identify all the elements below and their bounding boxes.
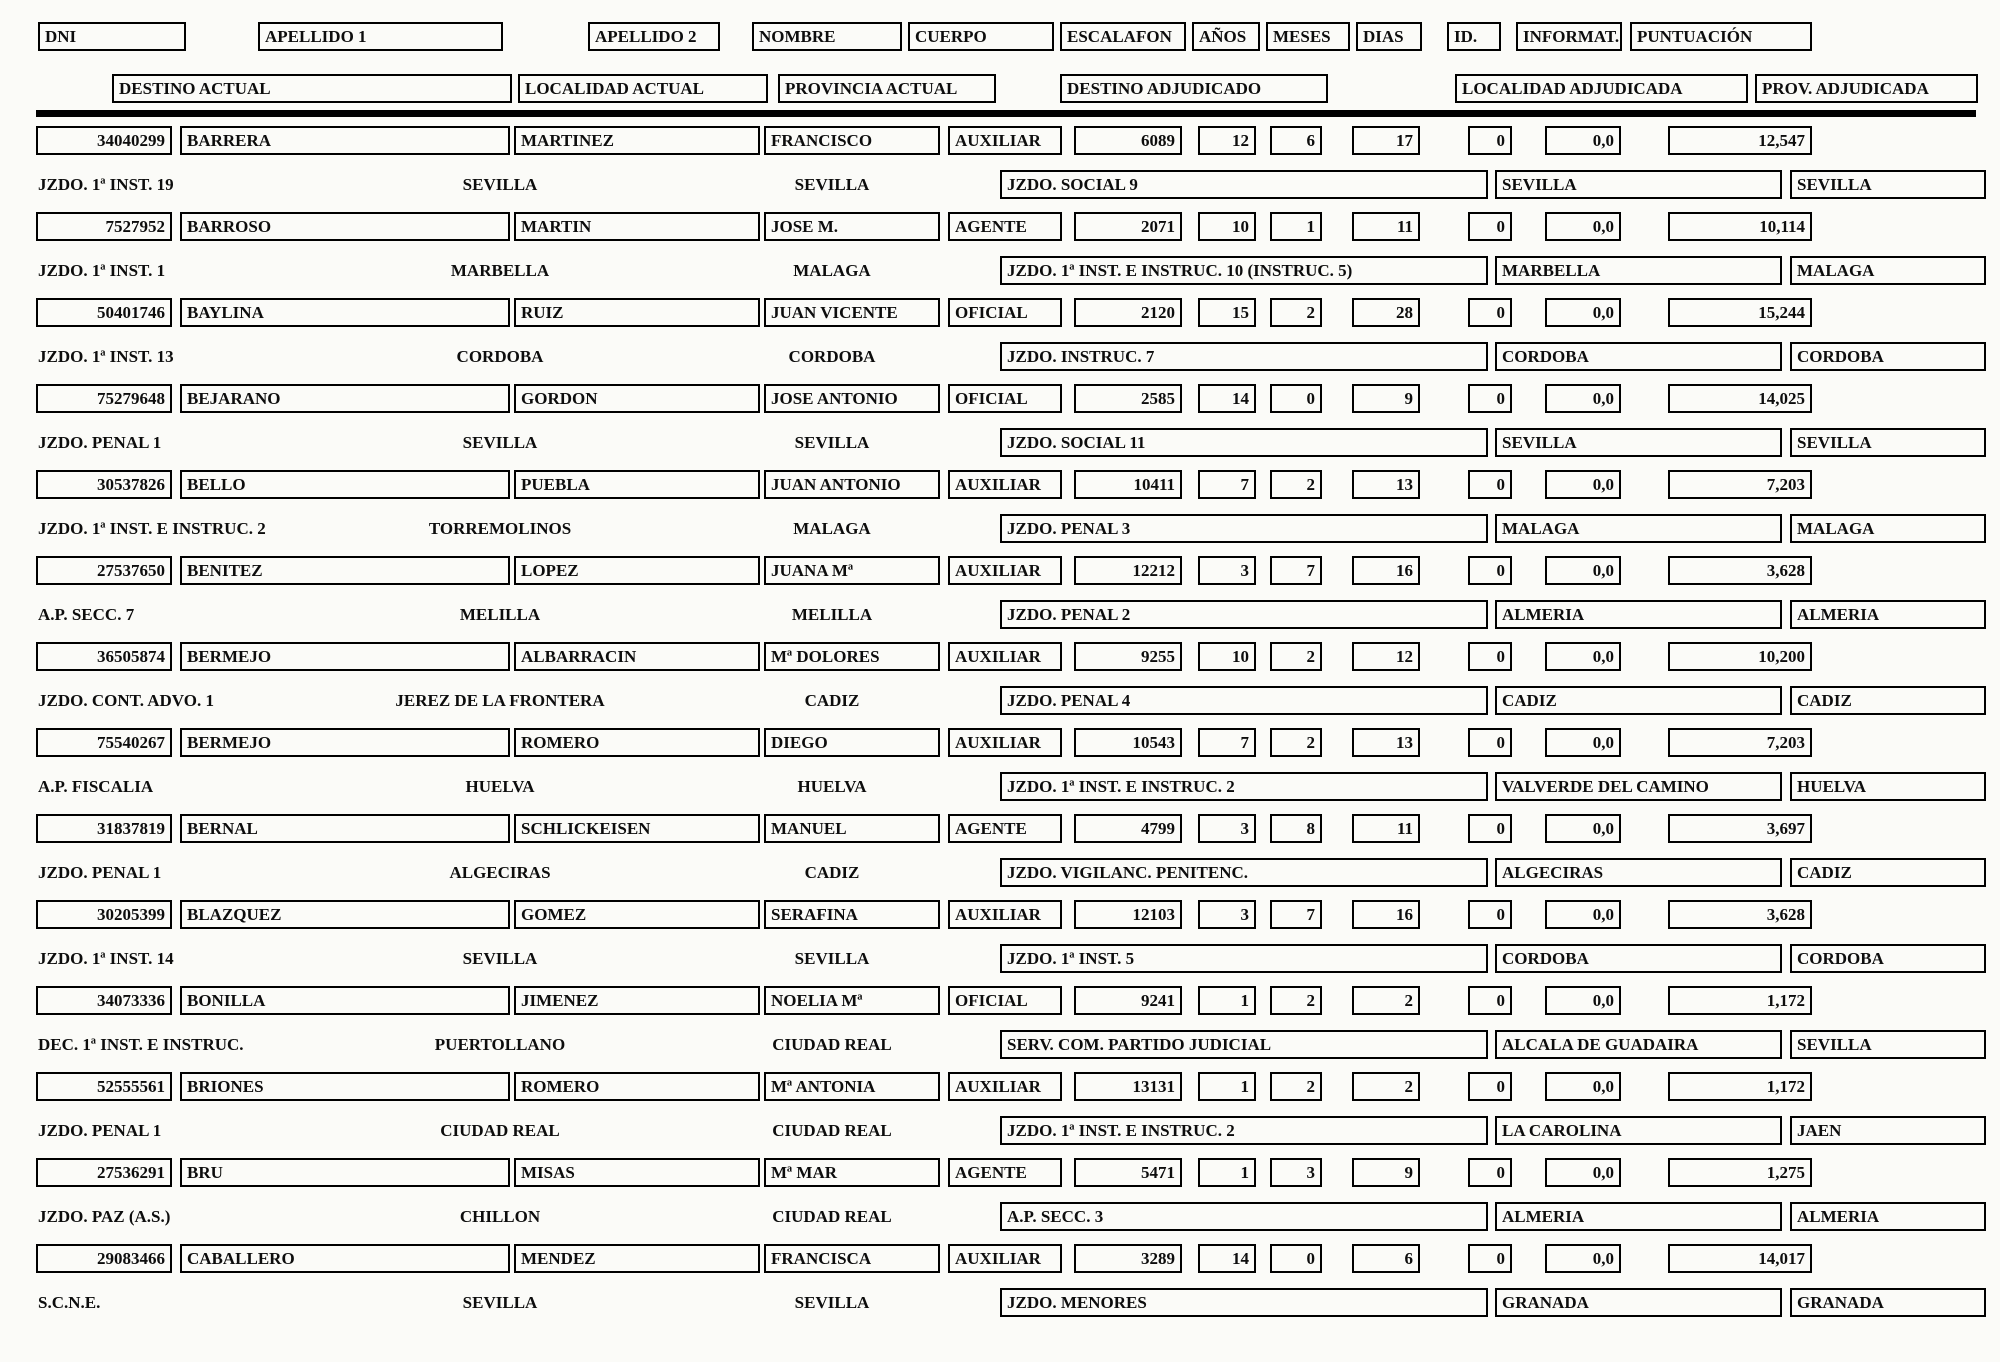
field-puntuacion: 14,025 — [1668, 384, 1812, 413]
table-row — [0, 380, 2000, 466]
field-puntuacion: 7,203 — [1668, 470, 1812, 499]
field-provincia-actual: CADIZ — [804, 863, 860, 882]
field-apellido1: BERMEJO — [180, 728, 510, 757]
field-destino-actual: JZDO. 1ª INST. 1 — [38, 261, 166, 280]
field-dias: 17 — [1352, 126, 1420, 155]
field-localidad-actual: CHILLON — [459, 1207, 541, 1226]
field-apellido2: GORDON — [514, 384, 760, 413]
field-escalafon: 6089 — [1074, 126, 1182, 155]
header-cell-localidad-adjudicada: LOCALIDAD ADJUDICADA — [1455, 74, 1748, 103]
field-meses: 0 — [1270, 1244, 1322, 1273]
field-anos: 3 — [1198, 556, 1256, 585]
field-id: 0 — [1468, 900, 1512, 929]
field-dias: 13 — [1352, 470, 1420, 499]
field-id: 0 — [1468, 470, 1512, 499]
header-cell-nombre: NOMBRE — [752, 22, 902, 51]
table-row — [0, 1240, 2000, 1326]
field-destino-adjudicado: JZDO. VIGILANC. PENITENC. — [1000, 858, 1488, 887]
field-escalafon: 2120 — [1074, 298, 1182, 327]
field-id: 0 — [1468, 728, 1512, 757]
field-apellido2: ROMERO — [514, 728, 760, 757]
header-cell-anos: AÑOS — [1192, 22, 1260, 51]
field-localidad-actual: SEVILLA — [462, 949, 538, 968]
field-apellido1: BRU — [180, 1158, 510, 1187]
field-destino-adjudicado: JZDO. PENAL 2 — [1000, 600, 1488, 629]
field-apellido2: RUIZ — [514, 298, 760, 327]
field-prov-adjudicada: ALMERIA — [1790, 600, 1986, 629]
field-destino-actual: JZDO. PENAL 1 — [38, 863, 162, 882]
table-row — [0, 552, 2000, 638]
field-prov-adjudicada: CORDOBA — [1790, 342, 1986, 371]
field-apellido2: MISAS — [514, 1158, 760, 1187]
field-nombre: JUAN VICENTE — [764, 298, 940, 327]
header-cell-apellido1: APELLIDO 1 — [258, 22, 503, 51]
field-provincia-actual: MALAGA — [793, 519, 871, 538]
field-nombre: JUAN ANTONIO — [764, 470, 940, 499]
field-destino-actual: JZDO. 1ª INST. 14 — [38, 949, 174, 968]
field-destino-actual: JZDO. 1ª INST. 13 — [38, 347, 174, 366]
field-informat: 0,0 — [1545, 900, 1621, 929]
field-informat: 0,0 — [1545, 814, 1621, 843]
field-nombre: JUANA Mª — [764, 556, 940, 585]
field-localidad-adjudicada: CADIZ — [1495, 686, 1782, 715]
field-informat: 0,0 — [1545, 728, 1621, 757]
field-meses: 7 — [1270, 556, 1322, 585]
field-destino-actual: JZDO. PAZ (A.S.) — [38, 1207, 171, 1226]
field-destino-actual: JZDO. PENAL 1 — [38, 1121, 162, 1140]
field-destino-actual: S.C.N.E. — [38, 1293, 101, 1312]
field-localidad-adjudicada: ALCALA DE GUADAIRA — [1495, 1030, 1782, 1059]
field-dni: 36505874 — [36, 642, 172, 671]
field-escalafon: 10411 — [1074, 470, 1182, 499]
field-localidad-actual: TORREMOLINOS — [428, 519, 572, 538]
field-apellido1: BONILLA — [180, 986, 510, 1015]
field-id: 0 — [1468, 384, 1512, 413]
field-dni: 30205399 — [36, 900, 172, 929]
field-destino-adjudicado: JZDO. 1ª INST. E INSTRUC. 2 — [1000, 1116, 1488, 1145]
field-dni: 34040299 — [36, 126, 172, 155]
field-cuerpo: AUXILIAR — [948, 1244, 1062, 1273]
field-informat: 0,0 — [1545, 642, 1621, 671]
field-dias: 2 — [1352, 986, 1420, 1015]
field-prov-adjudicada: SEVILLA — [1790, 170, 1986, 199]
field-nombre: JOSE M. — [764, 212, 940, 241]
field-cuerpo: AGENTE — [948, 212, 1062, 241]
header-cell-puntuacion: PUNTUACIÓN — [1630, 22, 1812, 51]
field-destino-adjudicado: A.P. SECC. 3 — [1000, 1202, 1488, 1231]
field-anos: 10 — [1198, 642, 1256, 671]
field-destino-actual: JZDO. 1ª INST. 19 — [38, 175, 174, 194]
field-anos: 12 — [1198, 126, 1256, 155]
field-puntuacion: 1,172 — [1668, 1072, 1812, 1101]
field-provincia-actual: CIUDAD REAL — [772, 1121, 892, 1140]
field-cuerpo: OFICIAL — [948, 298, 1062, 327]
field-puntuacion: 1,275 — [1668, 1158, 1812, 1187]
field-informat: 0,0 — [1545, 384, 1621, 413]
field-anos: 7 — [1198, 470, 1256, 499]
field-localidad-adjudicada: SEVILLA — [1495, 428, 1782, 457]
field-meses: 2 — [1270, 1072, 1322, 1101]
table-row — [0, 208, 2000, 294]
field-dias: 6 — [1352, 1244, 1420, 1273]
field-id: 0 — [1468, 556, 1512, 585]
field-puntuacion: 3,697 — [1668, 814, 1812, 843]
records — [0, 122, 2000, 1326]
field-apellido1: BENITEZ — [180, 556, 510, 585]
field-dni: 27536291 — [36, 1158, 172, 1187]
field-destino-adjudicado: JZDO. 1ª INST. E INSTRUC. 10 (INSTRUC. 5) — [1000, 256, 1488, 285]
field-localidad-actual: SEVILLA — [462, 175, 538, 194]
field-provincia-actual: CIUDAD REAL — [772, 1035, 892, 1054]
field-anos: 1 — [1198, 986, 1256, 1015]
field-destino-actual: JZDO. 1ª INST. E INSTRUC. 2 — [38, 519, 266, 538]
field-localidad-adjudicada: ALMERIA — [1495, 1202, 1782, 1231]
field-provincia-actual: MALAGA — [793, 261, 871, 280]
field-escalafon: 2585 — [1074, 384, 1182, 413]
field-apellido2: JIMENEZ — [514, 986, 760, 1015]
field-provincia-actual: SEVILLA — [794, 949, 870, 968]
field-localidad-adjudicada: CORDOBA — [1495, 342, 1782, 371]
field-cuerpo: AGENTE — [948, 1158, 1062, 1187]
field-puntuacion: 12,547 — [1668, 126, 1812, 155]
field-anos: 14 — [1198, 1244, 1256, 1273]
field-dias: 11 — [1352, 212, 1420, 241]
field-nombre: Mª ANTONIA — [764, 1072, 940, 1101]
field-cuerpo: AUXILIAR — [948, 126, 1062, 155]
field-dni: 27537650 — [36, 556, 172, 585]
field-meses: 2 — [1270, 298, 1322, 327]
field-id: 0 — [1468, 1158, 1512, 1187]
field-provincia-actual: SEVILLA — [794, 433, 870, 452]
field-cuerpo: AUXILIAR — [948, 556, 1062, 585]
field-informat: 0,0 — [1545, 1072, 1621, 1101]
field-informat: 0,0 — [1545, 470, 1621, 499]
field-meses: 3 — [1270, 1158, 1322, 1187]
field-destino-actual: A.P. SECC. 7 — [38, 605, 135, 624]
field-dias: 16 — [1352, 900, 1420, 929]
field-destino-adjudicado: JZDO. SOCIAL 11 — [1000, 428, 1488, 457]
field-provincia-actual: MELILLA — [791, 605, 873, 624]
field-dias: 9 — [1352, 384, 1420, 413]
field-prov-adjudicada: MALAGA — [1790, 256, 1986, 285]
field-anos: 1 — [1198, 1158, 1256, 1187]
table-row — [0, 896, 2000, 982]
field-puntuacion: 14,017 — [1668, 1244, 1812, 1273]
field-localidad-actual: ALGECIRAS — [449, 863, 551, 882]
field-apellido2: MENDEZ — [514, 1244, 760, 1273]
field-id: 0 — [1468, 642, 1512, 671]
field-prov-adjudicada: MALAGA — [1790, 514, 1986, 543]
field-destino-adjudicado: SERV. COM. PARTIDO JUDICIAL — [1000, 1030, 1488, 1059]
field-cuerpo: AGENTE — [948, 814, 1062, 843]
field-dias: 16 — [1352, 556, 1420, 585]
field-localidad-actual: MELILLA — [459, 605, 541, 624]
field-provincia-actual: SEVILLA — [794, 1293, 870, 1312]
field-destino-adjudicado: JZDO. 1ª INST. 5 — [1000, 944, 1488, 973]
field-id: 0 — [1468, 298, 1512, 327]
field-cuerpo: AUXILIAR — [948, 900, 1062, 929]
table-row — [0, 1068, 2000, 1154]
field-localidad-actual: JEREZ DE LA FRONTERA — [395, 691, 605, 710]
field-escalafon: 4799 — [1074, 814, 1182, 843]
field-dni: 31837819 — [36, 814, 172, 843]
field-apellido1: BLAZQUEZ — [180, 900, 510, 929]
field-provincia-actual: CORDOBA — [788, 347, 876, 366]
field-prov-adjudicada: CORDOBA — [1790, 944, 1986, 973]
field-localidad-actual: MARBELLA — [450, 261, 550, 280]
field-prov-adjudicada: HUELVA — [1790, 772, 1986, 801]
field-destino-adjudicado: JZDO. 1ª INST. E INSTRUC. 2 — [1000, 772, 1488, 801]
field-id: 0 — [1468, 212, 1512, 241]
field-provincia-actual: HUELVA — [797, 777, 867, 796]
field-nombre: MANUEL — [764, 814, 940, 843]
field-escalafon: 12212 — [1074, 556, 1182, 585]
field-apellido1: CABALLERO — [180, 1244, 510, 1273]
table-row — [0, 294, 2000, 380]
table-row — [0, 638, 2000, 724]
field-id: 0 — [1468, 986, 1512, 1015]
field-prov-adjudicada: CADIZ — [1790, 858, 1986, 887]
field-apellido2: GOMEZ — [514, 900, 760, 929]
field-anos: 10 — [1198, 212, 1256, 241]
table-row — [0, 122, 2000, 208]
field-dias: 28 — [1352, 298, 1420, 327]
field-escalafon: 13131 — [1074, 1072, 1182, 1101]
field-apellido1: BELLO — [180, 470, 510, 499]
field-apellido2: LOPEZ — [514, 556, 760, 585]
field-meses: 0 — [1270, 384, 1322, 413]
field-destino-adjudicado: JZDO. MENORES — [1000, 1288, 1488, 1317]
header-cell-provincia-actual: PROVINCIA ACTUAL — [778, 74, 996, 103]
field-apellido1: BRIONES — [180, 1072, 510, 1101]
field-dias: 13 — [1352, 728, 1420, 757]
field-localidad-actual: PUERTOLLANO — [434, 1035, 566, 1054]
header-divider-rule — [36, 110, 1976, 117]
field-meses: 2 — [1270, 728, 1322, 757]
field-localidad-adjudicada: VALVERDE DEL CAMINO — [1495, 772, 1782, 801]
field-dias: 2 — [1352, 1072, 1420, 1101]
field-provincia-actual: CIUDAD REAL — [772, 1207, 892, 1226]
field-apellido1: BEJARANO — [180, 384, 510, 413]
table-row — [0, 1154, 2000, 1240]
field-dni: 7527952 — [36, 212, 172, 241]
field-meses: 2 — [1270, 986, 1322, 1015]
field-dni: 30537826 — [36, 470, 172, 499]
field-localidad-adjudicada: MALAGA — [1495, 514, 1782, 543]
field-meses: 7 — [1270, 900, 1322, 929]
field-apellido1: BARROSO — [180, 212, 510, 241]
header-cell-meses: MESES — [1266, 22, 1350, 51]
field-apellido1: BERMEJO — [180, 642, 510, 671]
field-anos: 14 — [1198, 384, 1256, 413]
header-cell-prov-adjudicada: PROV. ADJUDICADA — [1755, 74, 1978, 103]
table-row — [0, 466, 2000, 552]
field-escalafon: 9241 — [1074, 986, 1182, 1015]
field-dias: 12 — [1352, 642, 1420, 671]
field-destino-adjudicado: JZDO. PENAL 3 — [1000, 514, 1488, 543]
field-id: 0 — [1468, 1072, 1512, 1101]
field-informat: 0,0 — [1545, 556, 1621, 585]
field-prov-adjudicada: SEVILLA — [1790, 1030, 1986, 1059]
field-destino-actual: JZDO. PENAL 1 — [38, 433, 162, 452]
field-puntuacion: 10,200 — [1668, 642, 1812, 671]
header-cell-dni: DNI — [38, 22, 186, 51]
field-destino-adjudicado: JZDO. PENAL 4 — [1000, 686, 1488, 715]
field-apellido2: ALBARRACIN — [514, 642, 760, 671]
field-apellido2: SCHLICKEISEN — [514, 814, 760, 843]
field-meses: 2 — [1270, 642, 1322, 671]
field-cuerpo: AUXILIAR — [948, 1072, 1062, 1101]
field-dni: 50401746 — [36, 298, 172, 327]
field-informat: 0,0 — [1545, 986, 1621, 1015]
field-id: 0 — [1468, 814, 1512, 843]
field-apellido2: ROMERO — [514, 1072, 760, 1101]
field-escalafon: 12103 — [1074, 900, 1182, 929]
field-localidad-actual: CIUDAD REAL — [440, 1121, 560, 1140]
field-informat: 0,0 — [1545, 212, 1621, 241]
header-cell-escalafon: ESCALAFON — [1060, 22, 1186, 51]
field-localidad-adjudicada: ALGECIRAS — [1495, 858, 1782, 887]
field-puntuacion: 3,628 — [1668, 900, 1812, 929]
field-puntuacion: 15,244 — [1668, 298, 1812, 327]
field-destino-actual: DEC. 1ª INST. E INSTRUC. — [38, 1035, 244, 1054]
field-puntuacion: 7,203 — [1668, 728, 1812, 757]
field-id: 0 — [1468, 126, 1512, 155]
field-cuerpo: OFICIAL — [948, 986, 1062, 1015]
field-anos: 1 — [1198, 1072, 1256, 1101]
field-dni: 75279648 — [36, 384, 172, 413]
header-cell-informat: INFORMAT. — [1516, 22, 1622, 51]
field-destino-actual: A.P. FISCALIA — [38, 777, 154, 796]
field-escalafon: 10543 — [1074, 728, 1182, 757]
field-escalafon: 2071 — [1074, 212, 1182, 241]
field-dni: 34073336 — [36, 986, 172, 1015]
field-provincia-actual: CADIZ — [804, 691, 860, 710]
field-puntuacion: 10,114 — [1668, 212, 1812, 241]
field-informat: 0,0 — [1545, 126, 1621, 155]
field-localidad-adjudicada: CORDOBA — [1495, 944, 1782, 973]
field-localidad-adjudicada: LA CAROLINA — [1495, 1116, 1782, 1145]
header-cell-destino-adjudicado: DESTINO ADJUDICADO — [1060, 74, 1328, 103]
field-apellido1: BAYLINA — [180, 298, 510, 327]
field-meses: 6 — [1270, 126, 1322, 155]
field-destino-adjudicado: JZDO. SOCIAL 9 — [1000, 170, 1488, 199]
field-dni: 52555561 — [36, 1072, 172, 1101]
field-nombre: NOELIA Mª — [764, 986, 940, 1015]
field-nombre: FRANCISCA — [764, 1244, 940, 1273]
field-anos: 7 — [1198, 728, 1256, 757]
field-dias: 9 — [1352, 1158, 1420, 1187]
field-apellido1: BERNAL — [180, 814, 510, 843]
field-dni: 29083466 — [36, 1244, 172, 1273]
table-row — [0, 724, 2000, 810]
field-apellido2: MARTINEZ — [514, 126, 760, 155]
field-informat: 0,0 — [1545, 1244, 1621, 1273]
field-meses: 2 — [1270, 470, 1322, 499]
field-apellido2: PUEBLA — [514, 470, 760, 499]
field-cuerpo: AUXILIAR — [948, 642, 1062, 671]
table-row — [0, 982, 2000, 1068]
field-localidad-actual: CORDOBA — [456, 347, 544, 366]
field-localidad-adjudicada: SEVILLA — [1495, 170, 1782, 199]
field-puntuacion: 1,172 — [1668, 986, 1812, 1015]
field-prov-adjudicada: GRANADA — [1790, 1288, 1986, 1317]
field-cuerpo: AUXILIAR — [948, 470, 1062, 499]
field-informat: 0,0 — [1545, 298, 1621, 327]
field-nombre: JOSE ANTONIO — [764, 384, 940, 413]
field-meses: 8 — [1270, 814, 1322, 843]
field-anos: 3 — [1198, 900, 1256, 929]
header-cell-apellido2: APELLIDO 2 — [588, 22, 720, 51]
field-escalafon: 3289 — [1074, 1244, 1182, 1273]
field-localidad-actual: HUELVA — [465, 777, 535, 796]
field-anos: 15 — [1198, 298, 1256, 327]
field-prov-adjudicada: CADIZ — [1790, 686, 1986, 715]
header-cell-localidad-actual: LOCALIDAD ACTUAL — [518, 74, 768, 103]
header-cell-destino-actual: DESTINO ACTUAL — [112, 74, 512, 103]
field-destino-adjudicado: JZDO. INSTRUC. 7 — [1000, 342, 1488, 371]
field-escalafon: 9255 — [1074, 642, 1182, 671]
field-dni: 75540267 — [36, 728, 172, 757]
field-meses: 1 — [1270, 212, 1322, 241]
field-cuerpo: OFICIAL — [948, 384, 1062, 413]
field-prov-adjudicada: SEVILLA — [1790, 428, 1986, 457]
field-provincia-actual: SEVILLA — [794, 175, 870, 194]
field-prov-adjudicada: ALMERIA — [1790, 1202, 1986, 1231]
field-localidad-adjudicada: ALMERIA — [1495, 600, 1782, 629]
field-destino-actual: JZDO. CONT. ADVO. 1 — [38, 691, 214, 710]
field-localidad-adjudicada: MARBELLA — [1495, 256, 1782, 285]
field-nombre: Mª MAR — [764, 1158, 940, 1187]
field-dias: 11 — [1352, 814, 1420, 843]
field-localidad-actual: SEVILLA — [462, 433, 538, 452]
field-prov-adjudicada: JAEN — [1790, 1116, 1986, 1145]
field-apellido1: BARRERA — [180, 126, 510, 155]
table-row — [0, 810, 2000, 896]
header-cell-dias: DIAS — [1356, 22, 1422, 51]
field-cuerpo: AUXILIAR — [948, 728, 1062, 757]
header-cell-id: ID. — [1447, 22, 1501, 51]
field-nombre: FRANCISCO — [764, 126, 940, 155]
field-localidad-adjudicada: GRANADA — [1495, 1288, 1782, 1317]
field-nombre: DIEGO — [764, 728, 940, 757]
field-localidad-actual: SEVILLA — [462, 1293, 538, 1312]
header-cell-cuerpo: CUERPO — [908, 22, 1054, 51]
field-informat: 0,0 — [1545, 1158, 1621, 1187]
field-nombre: Mª DOLORES — [764, 642, 940, 671]
field-id: 0 — [1468, 1244, 1512, 1273]
field-anos: 3 — [1198, 814, 1256, 843]
field-puntuacion: 3,628 — [1668, 556, 1812, 585]
field-escalafon: 5471 — [1074, 1158, 1182, 1187]
field-nombre: SERAFINA — [764, 900, 940, 929]
field-apellido2: MARTIN — [514, 212, 760, 241]
